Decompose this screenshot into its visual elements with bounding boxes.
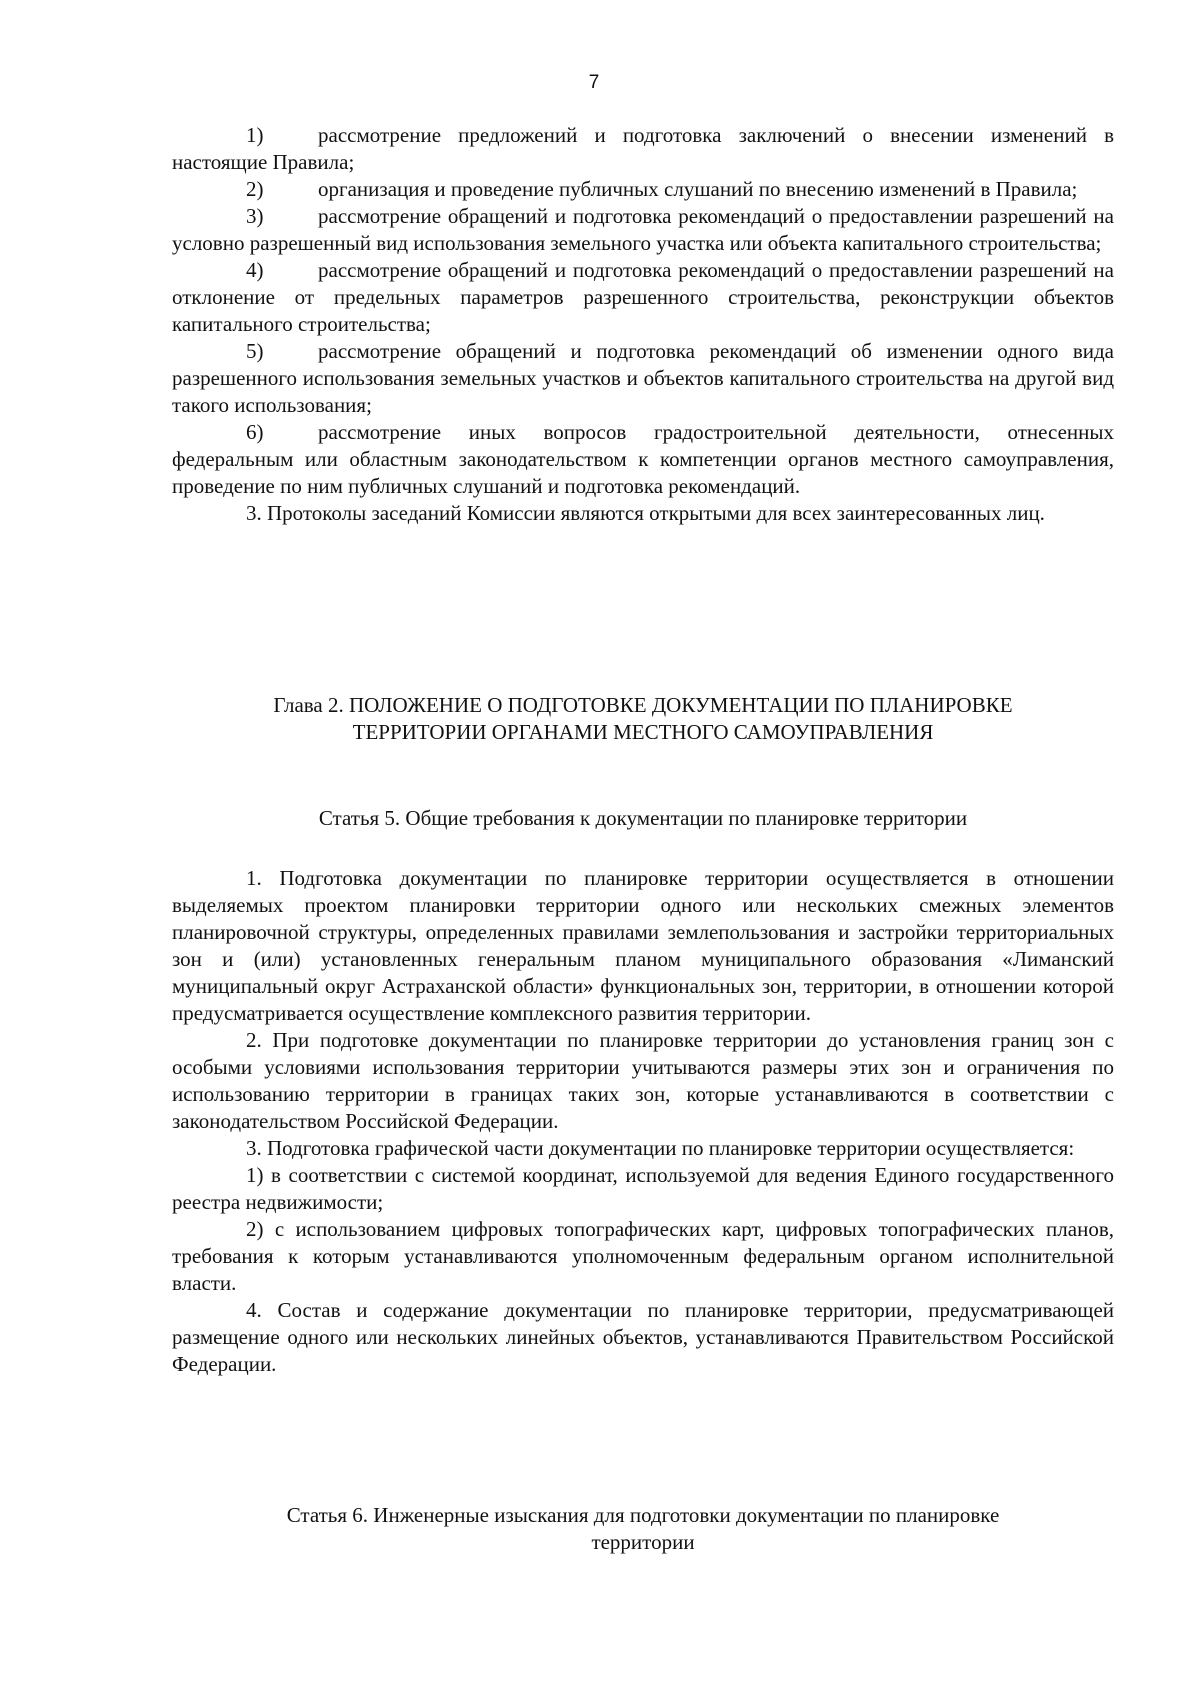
- article-5-heading: Статья 5. Общие требования к документации по планировке территории: [318, 806, 968, 830]
- article-6-heading-line: территории: [591, 1530, 695, 1554]
- list-item-text: организация и проведение публичных слушаний по внесению изменений в Правила;: [318, 177, 1078, 201]
- article-6-heading: [172, 1502, 1114, 1556]
- article-paragraph: 1) в соответствии с системой координат, используемой для ведения Единого государственного реестра недвижимости;: [172, 1163, 1114, 1214]
- list-item: [172, 257, 1114, 338]
- list-item: [172, 176, 1114, 203]
- article-5-body: [172, 865, 1114, 1378]
- list-item: [172, 419, 1114, 500]
- chapter-heading-line: Глава 2. ПОЛОЖЕНИЕ О ПОДГОТОВКЕ ДОКУМЕНТАЦИИ ПО ПЛАНИРОВКЕ: [273, 693, 1013, 717]
- list-item: [172, 338, 1114, 419]
- article-paragraph: 1. Подготовка документации по планировке территории осуществляется в отношении выделяемых проектом планировки территории одного или нескольких смежных элементов планировочной структуры, определенных правилами землепользования и застройки территориальных зон и (или) установленных генеральным планом муниципального образования «Лиманский муниципальный округ Астраханской области» функциональных зон, территории, в отношении которой предусматривается осуществление комплексного развития территории.: [172, 866, 1114, 1025]
- list-item-text: рассмотрение предложений и подготовка заключений о внесении изменений в настоящие Правила;: [172, 123, 1114, 174]
- list-item-text: рассмотрение обращений и подготовка рекомендаций о предоставлении разрешений на отклонение от предельных параметров разрешенного строительства, реконструкции объектов капитального строительства;: [172, 258, 1114, 336]
- article-paragraph: 2) с использованием цифровых топографических карт, цифровых топографических планов, требования к которым устанавливаются уполномоченным федеральным органом исполнительной власти.: [172, 1217, 1114, 1295]
- list-item-number: 5): [246, 339, 264, 363]
- list-item-text: рассмотрение обращений и подготовка рекомендаций о предоставлении разрешений на условно разрешенный вид использования земельного участка или объекта капитального строительства;: [172, 204, 1114, 255]
- protocols-paragraph: 3. Протоколы заседаний Комиссии являются открытыми для всех заинтересованных лиц.: [246, 501, 1045, 525]
- list-item-number: 3): [246, 204, 264, 228]
- list-item-number: 2): [246, 177, 264, 201]
- list-item-number: 6): [246, 420, 264, 444]
- page-number: 7: [588, 72, 600, 93]
- list-item-number: 4): [246, 258, 264, 282]
- list-item-text: рассмотрение иных вопросов градостроительной деятельности, отнесенных федеральным или областным законодательством к компетенции органов местного самоуправления, проведение по ним публичных слушаний и подготовка рекомендаций.: [172, 420, 1114, 498]
- commission-functions-list: [172, 122, 1114, 527]
- article-paragraph: 2. При подготовке документации по планировке территории до установления границ зон с особыми условиями использования территории учитываются размеры этих зон и ограничения по использованию территории в границах таких зон, которые устанавливаются в соответствии с законодательством Российской Федерации.: [172, 1028, 1114, 1133]
- article-paragraph: 3. Подготовка графической части документации по планировке территории осуществляется:: [246, 1136, 1075, 1160]
- list-item-number: 1): [246, 123, 264, 147]
- article-paragraph: 4. Состав и содержание документации по планировке территории, предусматривающей размещение одного или нескольких линейных объектов, устанавливаются Правительством Российской Федерации.: [172, 1298, 1114, 1376]
- list-item-text: рассмотрение обращений и подготовка рекомендаций об изменении одного вида разрешенного использования земельных участков и объектов капитального строительства на другой вид такого использования;: [172, 339, 1114, 417]
- list-item: [172, 203, 1114, 257]
- article-6-heading-line: Статья 6. Инженерные изыскания для подготовки документации по планировке: [286, 1503, 1000, 1527]
- chapter-heading-line: ТЕРРИТОРИИ ОРГАНАМИ МЕСТНОГО САМОУПРАВЛЕНИЯ: [352, 720, 934, 744]
- chapter-heading: [172, 692, 1114, 746]
- list-item: [172, 122, 1114, 176]
